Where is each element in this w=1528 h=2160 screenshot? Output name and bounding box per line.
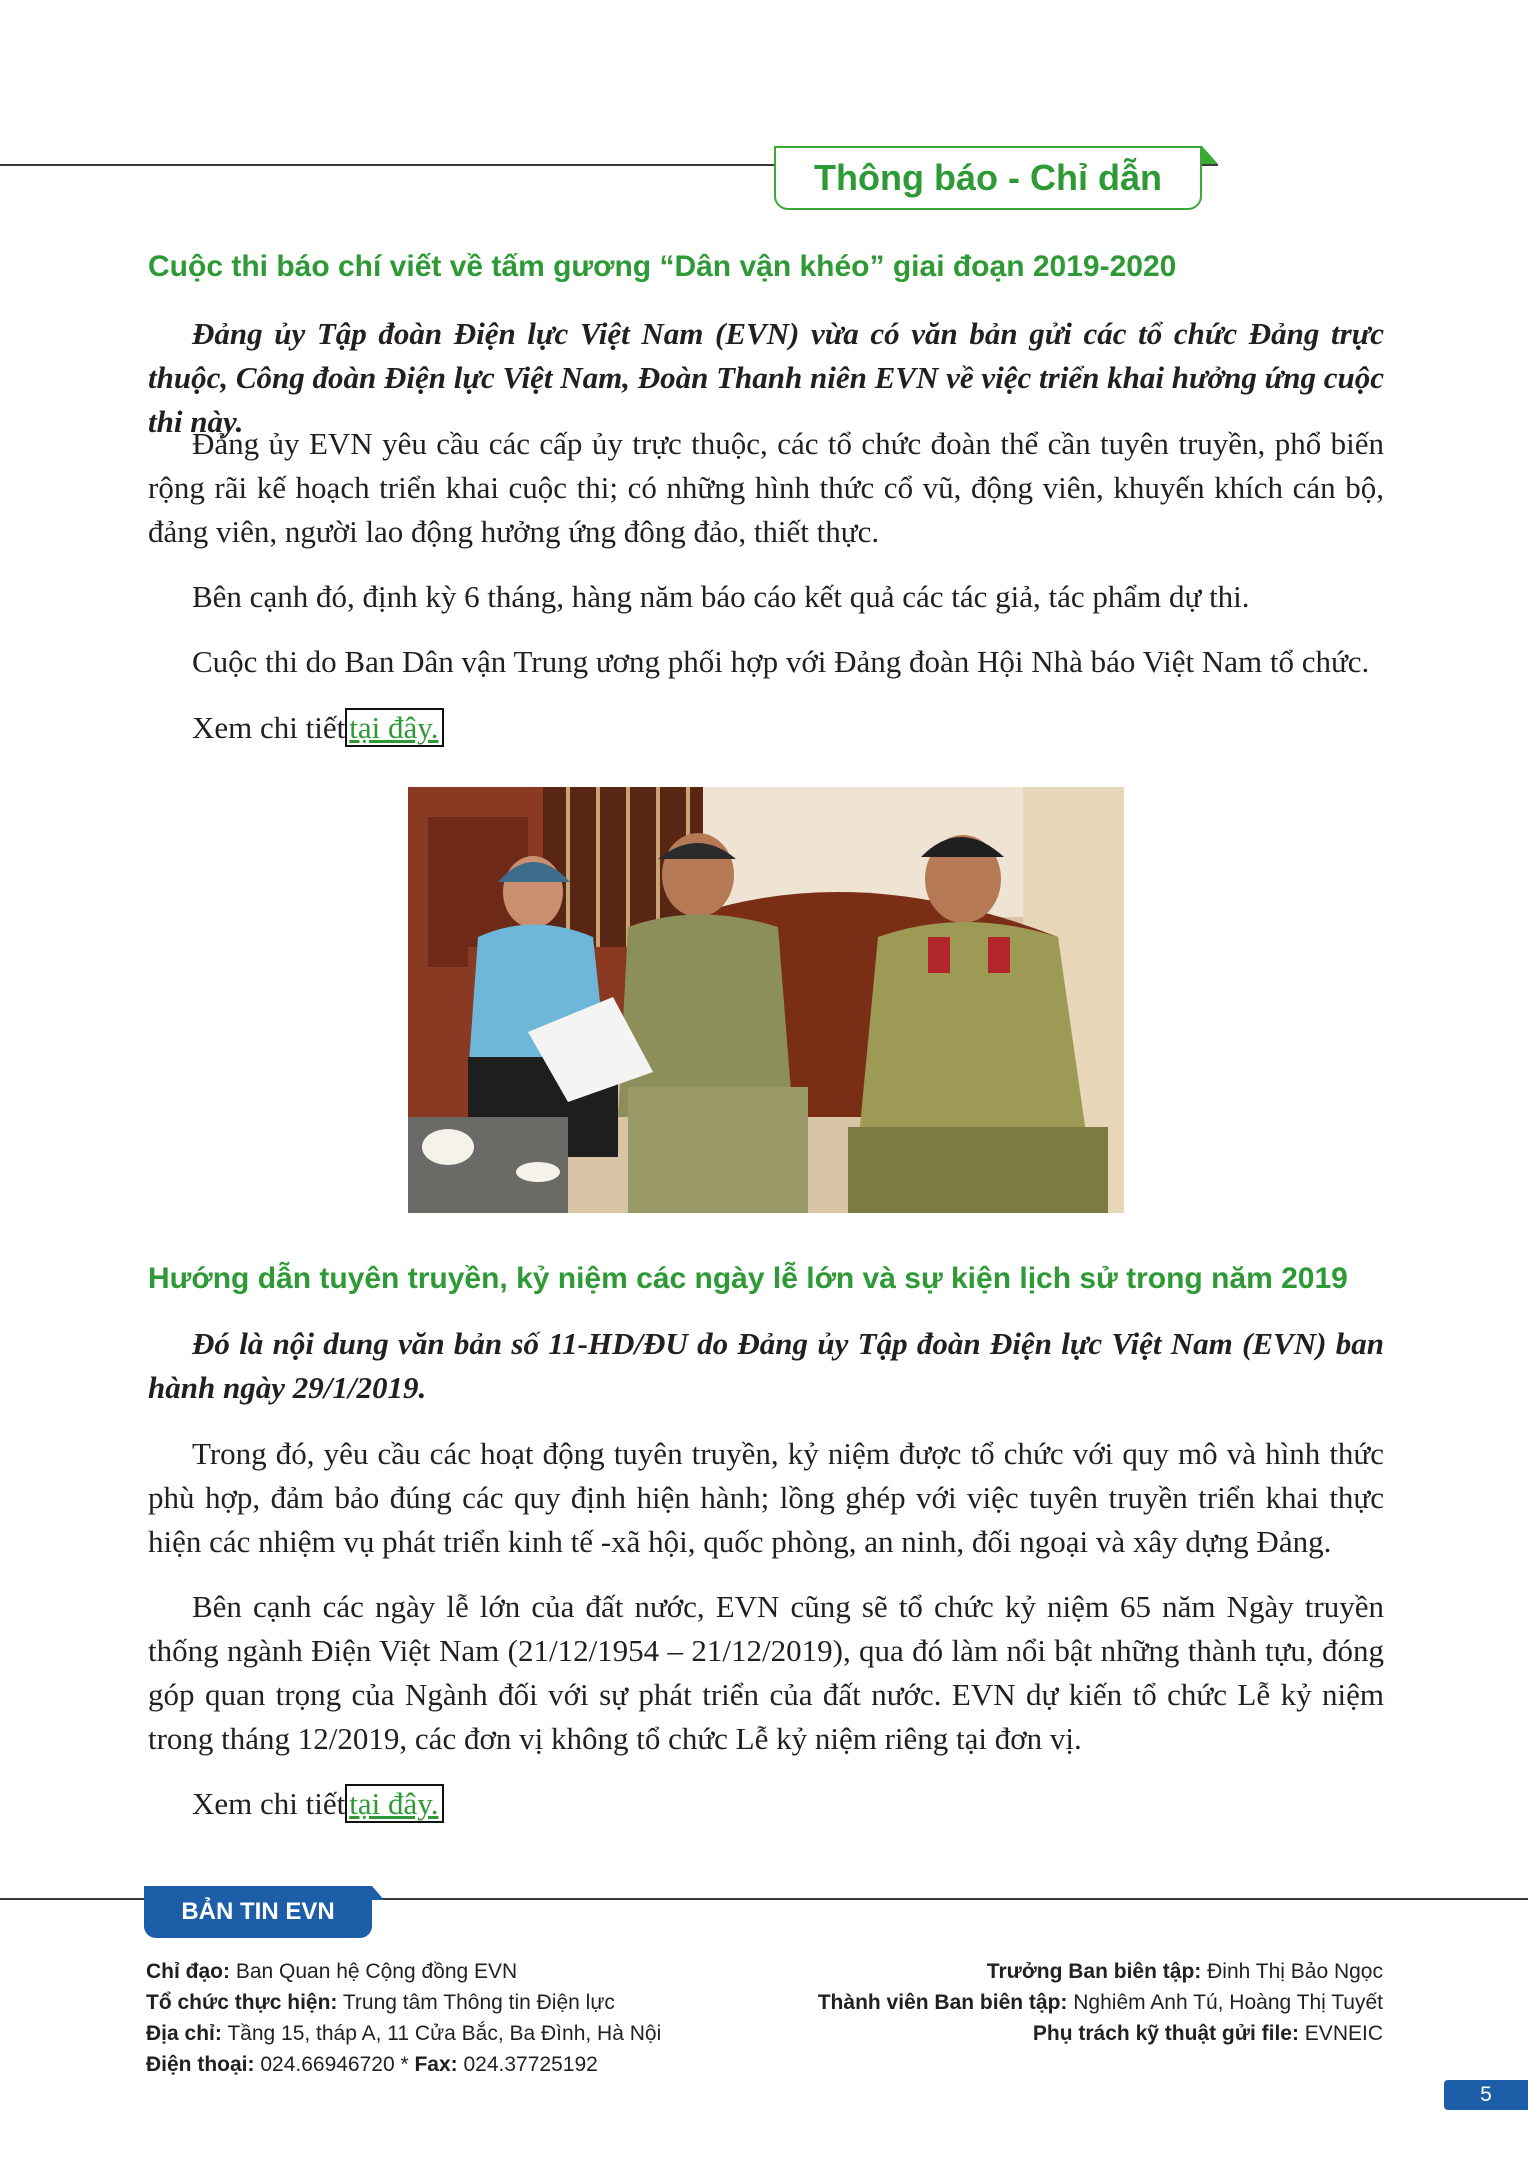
article-2-detail-link[interactable]: tại đây. xyxy=(345,1784,444,1823)
bulletin-name: BẢN TIN EVN xyxy=(144,1886,372,1938)
meeting-photo-icon xyxy=(408,787,1124,1213)
credit-label: Tổ chức thực hiện: xyxy=(146,1991,338,2014)
credit-value: Tầng 15, tháp A, 11 Cửa Bắc, Ba Đình, Hà Nội xyxy=(221,2022,662,2045)
article-1-paragraph: Đảng ủy EVN yêu cầu các cấp ủy trực thuộc, các tổ chức đoàn thể cần tuyên truyền, phổ biến rộng rãi kế hoạch triển khai cuộc thi; có những hình thức cổ vũ, động viên, khuyến khích cán bộ, đảng viên, người lao động hưởng ứng đông đảo, thiết thực. xyxy=(148,426,1384,549)
credit-value: 024.37725192 xyxy=(457,2053,598,2076)
credits-right xyxy=(818,1956,1383,2049)
credit-label: Thành viên Ban biên tập: xyxy=(817,1991,1068,2014)
article-2-lead: Đó là nội dung văn bản số 11-HD/ĐU do Đảng ủy Tập đoàn Điện lực Việt Nam (EVN) ban hành ngày 29/1/2019. xyxy=(148,1326,1384,1405)
article-1-lead: Đảng ủy Tập đoàn Điện lực Việt Nam (EVN) vừa có văn bản gửi các tổ chức Đảng trực thuộc, Công đoàn Điện lực Việt Nam, Đoàn Thanh niên EVN về việc triển khai hưởng ứng cuộc thi này. xyxy=(148,316,1384,439)
credit-value: 024.66946720 * xyxy=(254,2053,415,2076)
article-2-more xyxy=(192,1782,444,1826)
credit-label: Phụ trách kỹ thuật gửi file: xyxy=(1032,2022,1299,2045)
more-prefix: Xem chi tiết xyxy=(192,1786,346,1821)
article-photo xyxy=(408,787,1124,1213)
credit-value: Nghiêm Anh Tú, Hoàng Thị Tuyết xyxy=(1067,1991,1383,2014)
credit-line xyxy=(146,2049,661,2080)
credit-label: Chỉ đạo: xyxy=(146,1960,230,1983)
credit-label: Địa chỉ: xyxy=(146,2022,222,2045)
article-1-paragraph: Bên cạnh đó, định kỳ 6 tháng, hàng năm báo cáo kết quả các tác giả, tác phẩm dự thi. xyxy=(192,579,1250,614)
credit-value: EVNEIC xyxy=(1298,2022,1383,2045)
credit-value: Trung tâm Thông tin Điện lực xyxy=(337,1991,615,2014)
article-1-heading: Cuộc thi báo chí viết về tấm gương “Dân vận khéo” giai đoạn 2019-2020 xyxy=(148,250,1177,283)
credit-line xyxy=(146,1987,661,2018)
more-prefix: Xem chi tiết xyxy=(192,710,346,745)
article-1-detail-link[interactable]: tại đây. xyxy=(345,708,444,747)
credit-line xyxy=(146,1956,661,1987)
credit-value: Ban Quan hệ Cộng đồng EVN xyxy=(230,1960,518,1983)
page-number: 5 xyxy=(1444,2080,1528,2110)
section-title: Thông báo - Chỉ dẫn xyxy=(774,146,1202,210)
article-2-paragraph: Trong đó, yêu cầu các hoạt động tuyên truyền, kỷ niệm được tổ chức với quy mô và hình thức phù hợp, đảm bảo đúng các quy định hiện hành; lồng ghép với việc tuyên truyền triển khai thực hiện các nhiệm vụ phát triển kinh tế -xã hội, quốc phòng, an ninh, đối ngoại và xây dựng Đảng. xyxy=(148,1436,1384,1559)
footer-tab-corner xyxy=(372,1886,384,1900)
credit-label: Fax: xyxy=(414,2053,458,2076)
article-2-paragraph: Bên cạnh các ngày lễ lớn của đất nước, EVN cũng sẽ tổ chức kỷ niệm 65 năm Ngày truyền thống ngành Điện Việt Nam (21/12/1954 – 21/12/2019), qua đó làm nổi bật những thành tựu, đóng góp quan trọng của Ngành đối với sự phát triển của đất nước. EVN dự kiến tổ chức Lễ kỷ niệm trong tháng 12/2019, các đơn vị không tổ chức Lễ kỷ niệm riêng tại đơn vị. xyxy=(148,1589,1384,1756)
credit-label: Điện thoại: xyxy=(146,2053,255,2076)
credit-label: Trưởng Ban biên tập: xyxy=(986,1960,1202,1983)
credit-line xyxy=(818,2018,1383,2049)
article-1-more xyxy=(192,706,444,750)
credit-value: Đinh Thị Bảo Ngọc xyxy=(1201,1960,1383,1983)
article-2-heading: Hướng dẫn tuyên truyền, kỷ niệm các ngày lễ lớn và sự kiện lịch sử trong năm 2019 xyxy=(148,1262,1348,1295)
credits-left xyxy=(146,1956,661,2080)
article-1-paragraph: Cuộc thi do Ban Dân vận Trung ương phối hợp với Đảng đoàn Hội Nhà báo Việt Nam tổ chức. xyxy=(192,644,1370,679)
credit-line xyxy=(146,2018,661,2049)
section-tab-corner xyxy=(1202,146,1218,164)
credit-line xyxy=(818,1956,1383,1987)
credit-line xyxy=(818,1987,1383,2018)
